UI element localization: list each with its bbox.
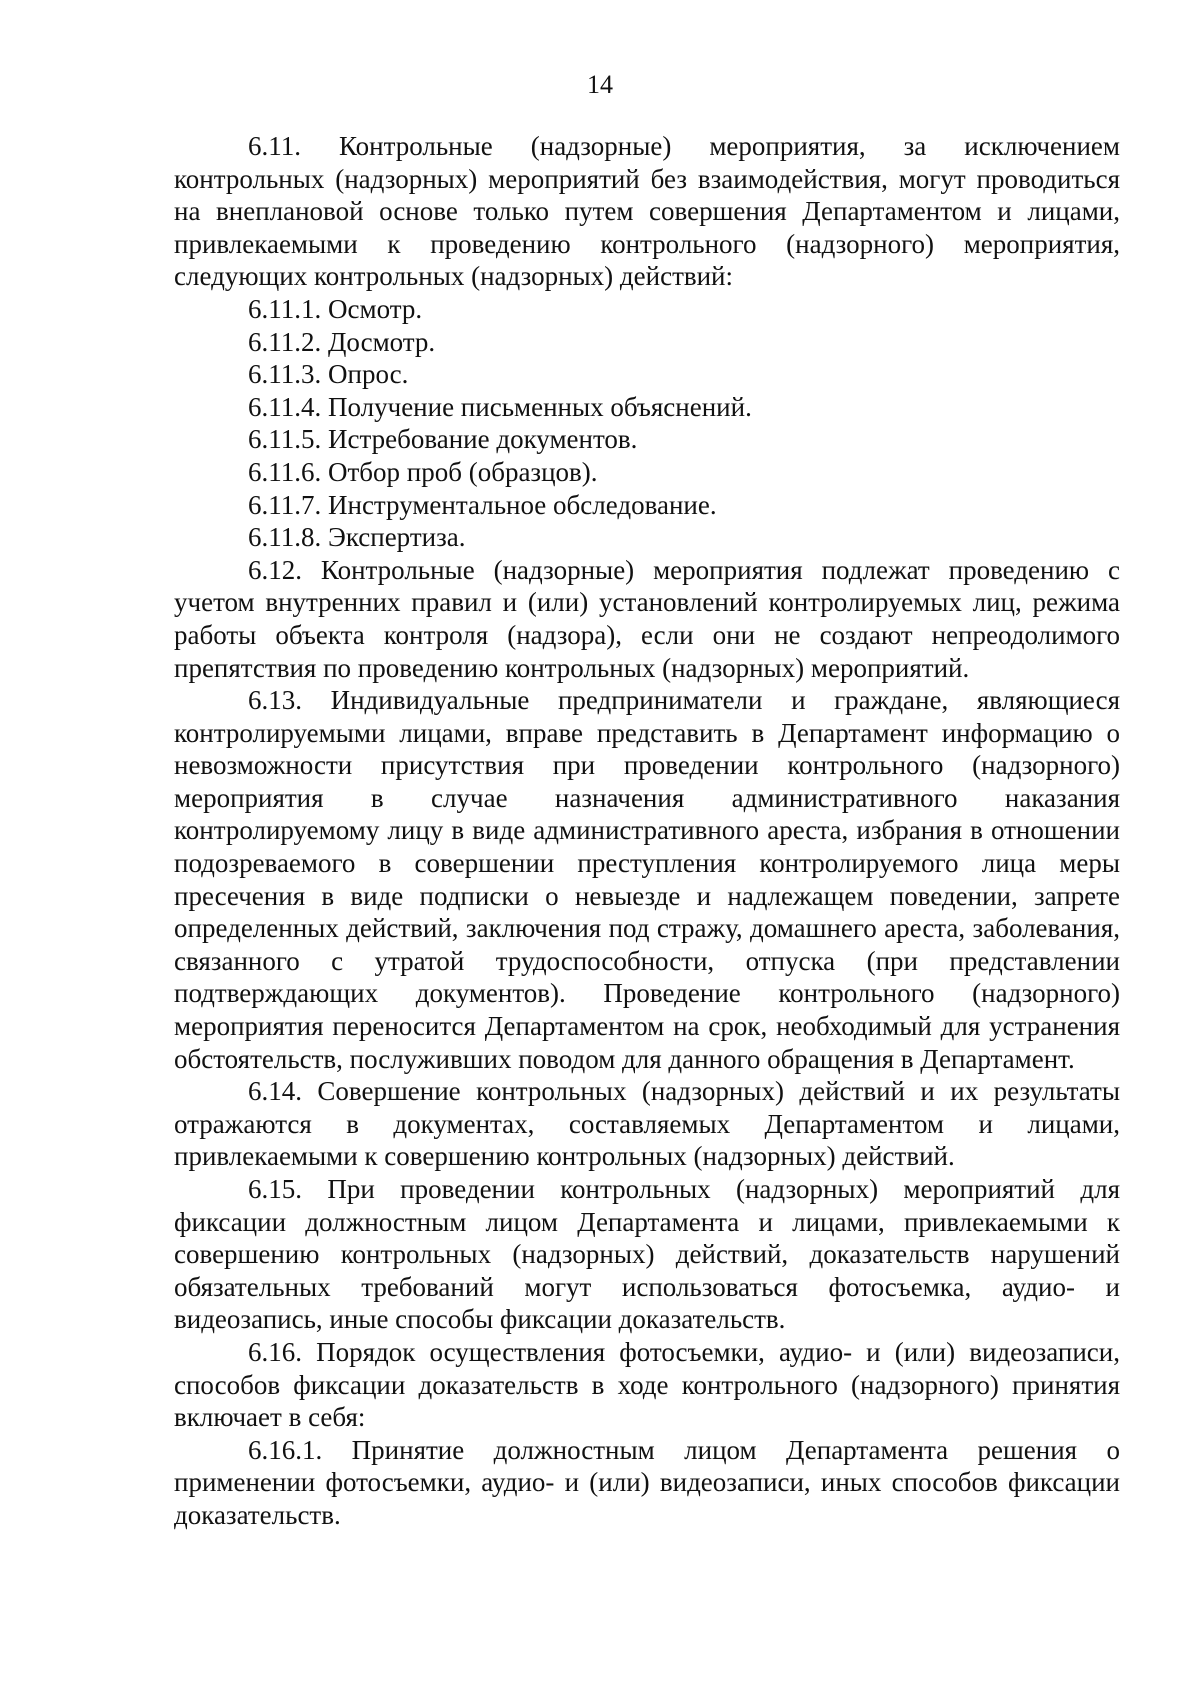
- document-body: [174, 130, 1120, 1532]
- list-item-6-11-1: 6.11.1. Осмотр.: [248, 293, 423, 324]
- paragraph-6-11: 6.11. Контрольные (надзорные) мероприятия, за исключением контрольных (надзорных) мероприятий без взаимодействия, могут проводиться на внеплановой основе только путем совершения Департаментом и лицами, привлекаемыми к проведению контрольного (надзорного) мероприятия, следующих контрольных (надзорных) действий:: [174, 131, 1120, 292]
- page-number: 14: [587, 70, 613, 99]
- paragraph-6-16: 6.16. Порядок осуществления фотосъемки, аудио- и (или) видеозаписи, способов фиксации доказательств в ходе контрольного (надзорного) принятия включает в себя:: [174, 1336, 1120, 1433]
- paragraph-6-16-1: 6.16.1. Принятие должностным лицом Департамента решения о применении фотосъемки, аудио- и (или) видеозаписи, иных способов фиксации доказательств.: [174, 1434, 1120, 1530]
- list-item-6-11-6: 6.11.6. Отбор проб (образцов).: [248, 456, 598, 487]
- paragraph-6-12: 6.12. Контрольные (надзорные) мероприятия подлежат проведению с учетом внутренних правил и (или) установлений контролируемых лиц, режима работы объекта контроля (надзора), если они не создают непреодолимого препятствия по проведению контрольных (надзорных) мероприятий.: [174, 554, 1120, 683]
- paragraph-6-14: 6.14. Совершение контрольных (надзорных) действий и их результаты отражаются в документах, составляемых Департаментом и лицами, привлекаемыми к совершению контрольных (надзорных) действий.: [174, 1076, 1120, 1172]
- list-item-6-11-7: 6.11.7. Инструментальное обследование.: [248, 489, 717, 520]
- list-item-6-11-2: 6.11.2. Досмотр.: [248, 326, 436, 357]
- list-item-6-11-8: 6.11.8. Экспертиза.: [248, 522, 466, 553]
- paragraph-6-13: 6.13. Индивидуальные предприниматели и граждане, являющиеся контролируемыми лицами, вправе представить в Департамент информацию о невозможности присутствия при проведении контрольного (надзорного) мероприятия в случае назначения административного наказания контролируемому лицу в виде административного ареста, избрания в отношении подозреваемого в совершении преступления контролируемого лица меры пресечения в виде подписки о невыезде и надлежащем поведении, запрете определенных действий, заключения под стражу, домашнего ареста, заболевания, связанного с утратой трудоспособности, отпуска (при представлении подтверждающих документов). Проведение контрольного (надзорного) мероприятия переносится Департаментом на срок, необходимый для устранения обстоятельств, послуживших поводом для данного обращения в Департамент.: [174, 685, 1120, 1074]
- paragraph-6-15: 6.15. При проведении контрольных (надзорных) мероприятий для фиксации должностным лицом Департамента и лицами, привлекаемыми к совершению контрольных (надзорных) действий, доказательств нарушений обязательных требований могут использоваться фотосъемка, аудио- и видеозапись, иные способы фиксации доказательств.: [174, 1174, 1120, 1335]
- list-item-6-11-3: 6.11.3. Опрос.: [248, 359, 409, 390]
- list-item-6-11-5: 6.11.5. Истребование документов.: [248, 424, 638, 455]
- list-item-6-11-4: 6.11.4. Получение письменных объяснений.: [248, 391, 752, 422]
